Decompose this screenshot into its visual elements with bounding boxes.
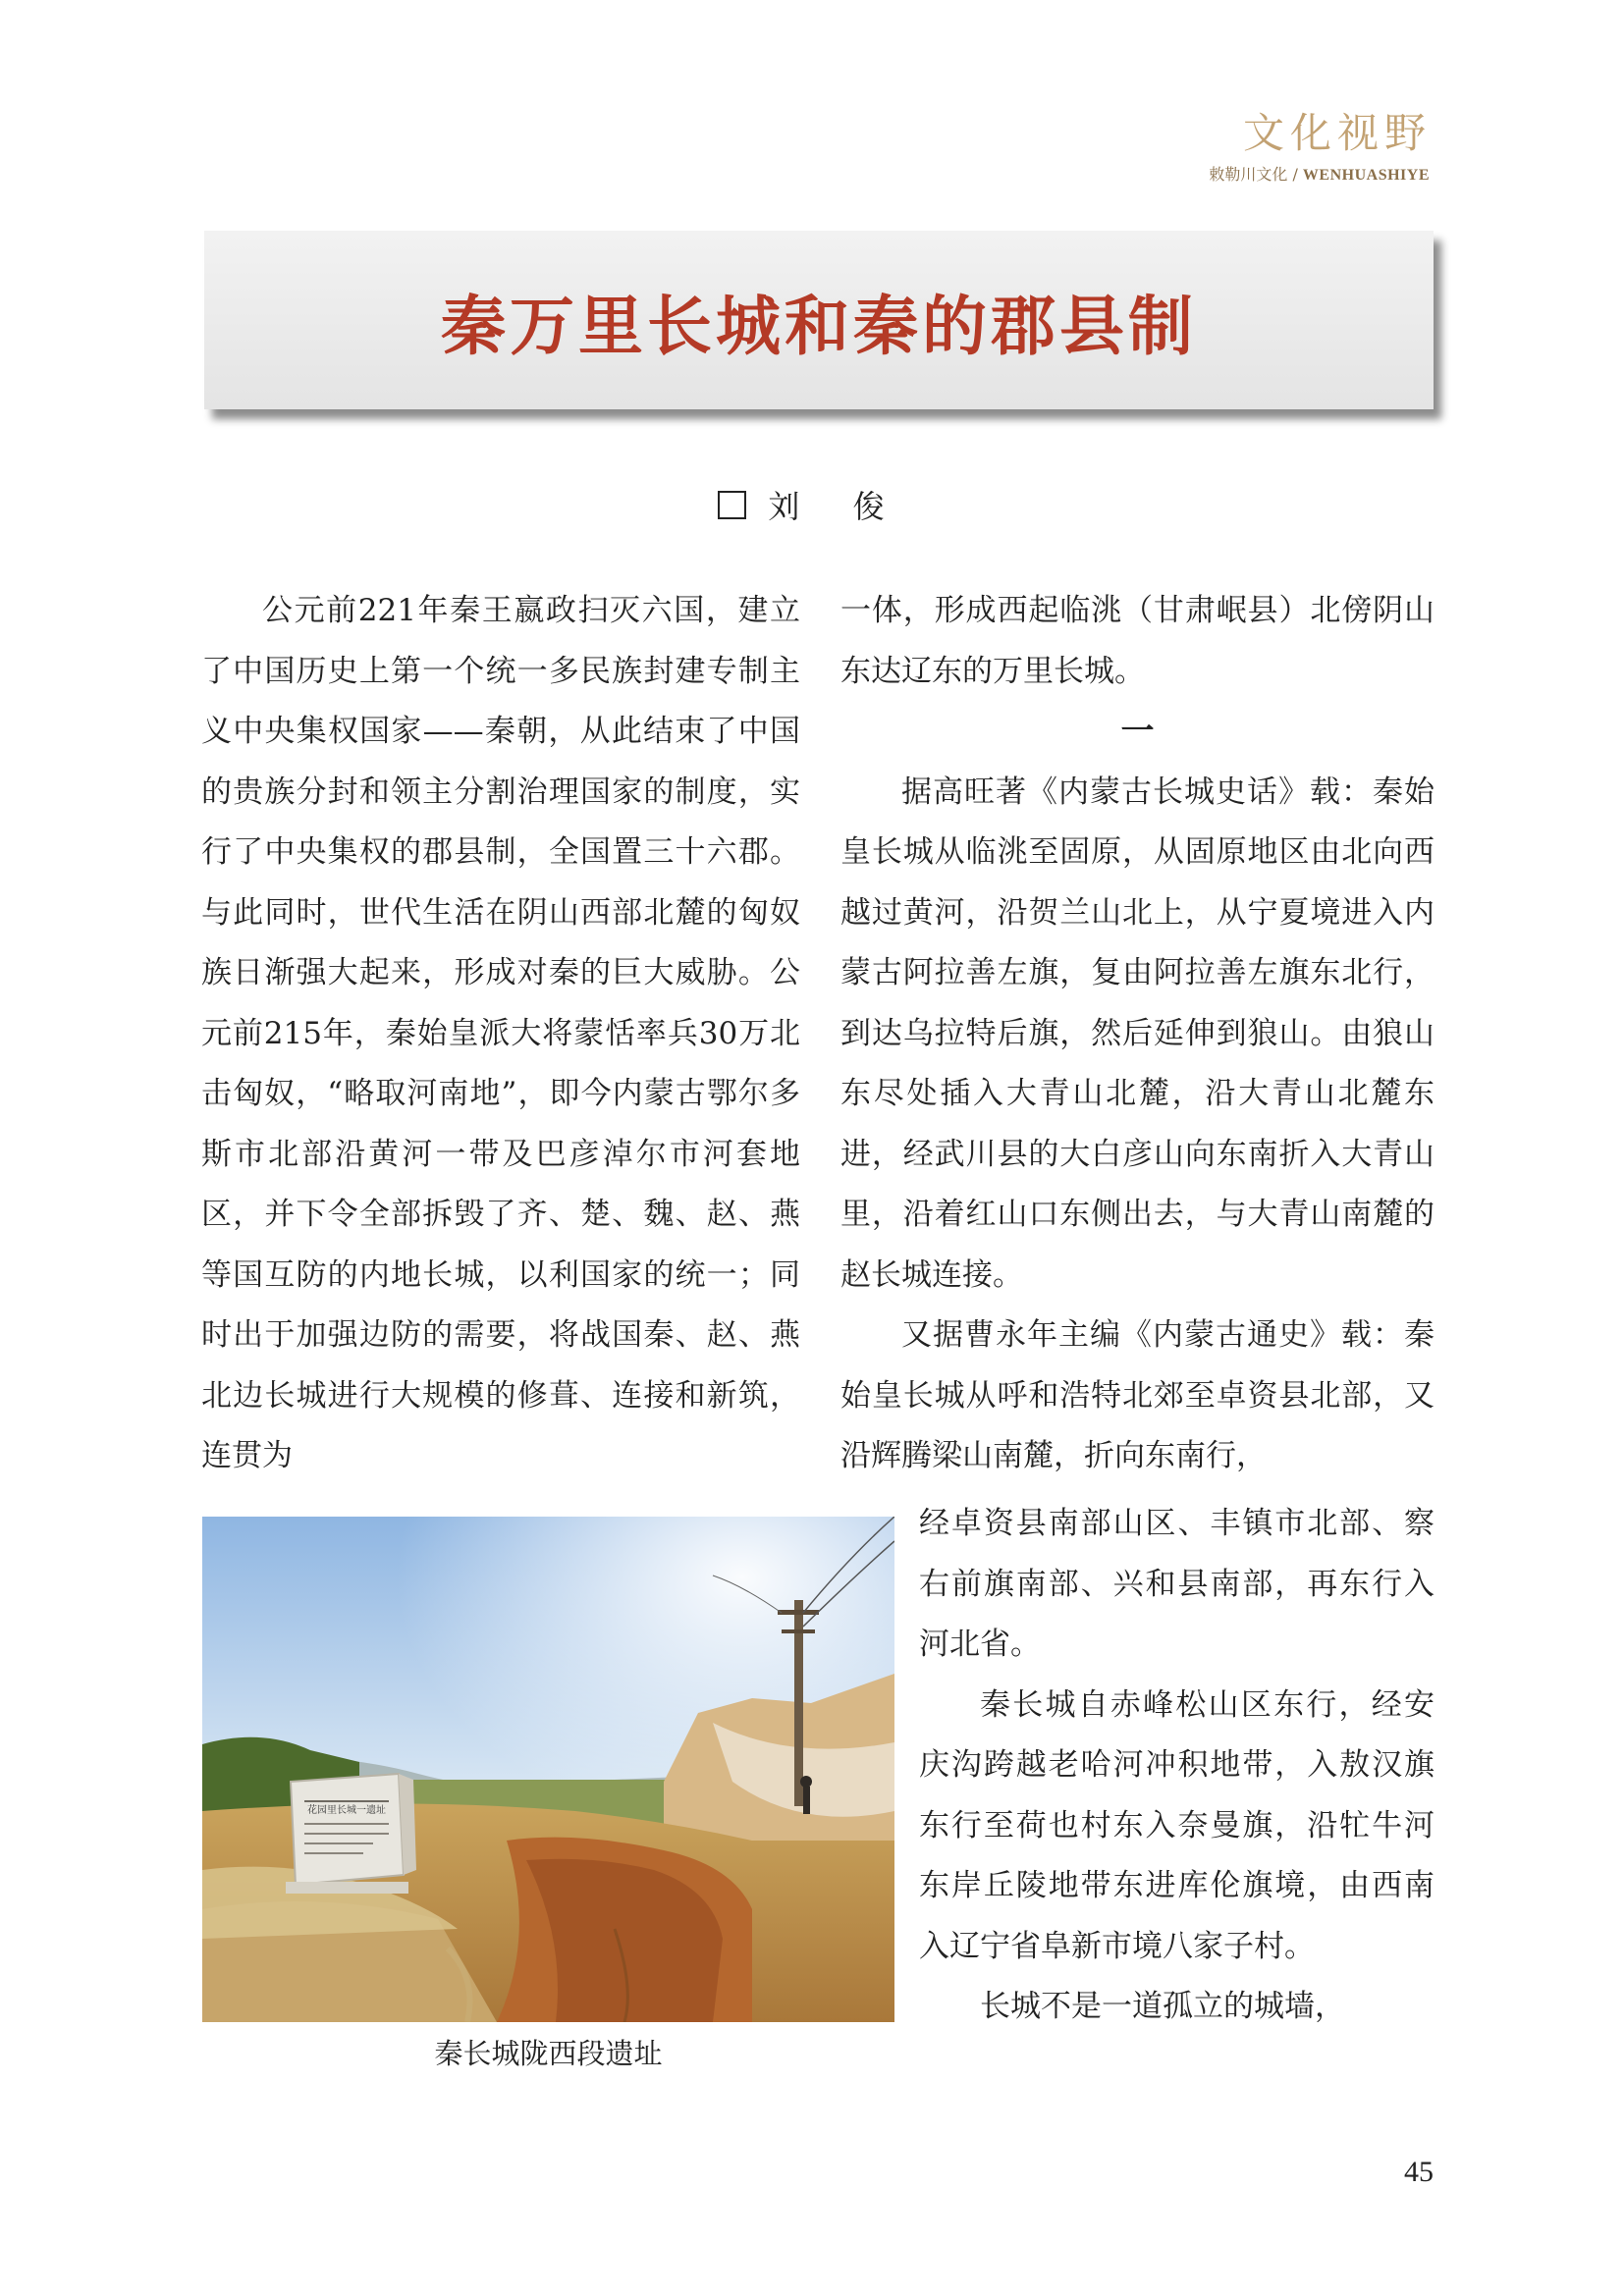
paragraph-wall: 长城不是一道孤立的城墙， xyxy=(980,1989,1345,2024)
article-title: 秦万里长城和秦的郡县制 xyxy=(441,288,1197,364)
paragraph-chifeng: 秦长城自赤峰松山区东行，经安庆沟跨越老哈河冲积地带，入敖汉旗东行至荷也村东入奈曼旗，沿牤牛河东岸丘陵地带东进库伦旗境，由西南入辽宁省阜新市境八家子村。 xyxy=(919,1686,1435,1964)
section-number: 一 xyxy=(1120,712,1155,751)
page-number: 45 xyxy=(1404,2156,1434,2188)
right-column-bottom xyxy=(919,1494,1435,2038)
title-banner xyxy=(204,231,1434,409)
right-column-top xyxy=(840,581,1435,1487)
header-subtitle-latin: WENHUASHIYE xyxy=(1302,167,1430,184)
paragraph-caoyongnian: 又据曹永年主编《内蒙古通史》载：秦始皇长城从呼和浩特北郊至卓资县北部，又沿辉腾梁山南麓，折向东南行， xyxy=(840,1317,1435,1473)
header-subtitle xyxy=(1209,167,1430,184)
paragraph-continuation: 一体，形成西起临洮（甘肃岷县）北傍阴山东达辽东的万里长城。 xyxy=(840,593,1435,689)
sign-text: 花园里长城一遗址 xyxy=(307,1805,386,1816)
header-subtitle-sep: / xyxy=(1287,165,1303,184)
paragraph-gaowang: 据高旺著《内蒙古长城史话》载：秦始皇长城从临洮至固原，从固原地区由北向西越过黄河，沿贺兰山北上，从宁夏境进入内蒙古阿拉善左旗，复由阿拉善左旗东北行，到达乌拉特后旗，然后延伸到狼山。由狼山东尽处插入大青山北麓，沿大青山北麓东进，经武川县的大白彦山向东南折入大青山里，沿着红山口东侧出去，与大青山南麓的赵长城连接。 xyxy=(840,774,1435,1293)
byline-box-icon xyxy=(718,491,746,519)
paragraph-intro: 公元前221年秦王嬴政扫灭六国，建立了中国历史上第一个统一多民族封建专制主义中央集权国家——秦朝，从此结束了中国的贵族分封和领主分割治理国家的制度，实行了中央集权的郡县制，全国置三十六郡。与此同时，世代生活在阴山西部北麓的匈奴族日渐强大起来，形成对秦的巨大威胁。公元前215年，秦始皇派大将蒙恬率兵30万北击匈奴，“略取河南地”，即今内蒙古鄂尔多斯市北部沿黄河一带及巴彦淖尔市河套地区，并下令全部拆毁了齐、楚、魏、赵、燕等国互防的内地长城，以利国家的统一；同时出于加强边防的需要，将战国秦、赵、燕北边长城进行大规模的修葺、连接和新筑，连贯为 xyxy=(201,593,800,1473)
photo-caption: 秦长城陇西段遗址 xyxy=(434,2037,663,2070)
byline xyxy=(0,488,1624,525)
great-wall-photo xyxy=(202,1517,894,2022)
author-name: 刘 俊 xyxy=(768,488,906,525)
paragraph-caoyongnian-continued: 经卓资县南部山区、丰镇市北部、察右前旗南部、兴和县南部，再东行入河北省。 xyxy=(919,1506,1435,1662)
header-section-title: 文化视野 xyxy=(1242,109,1432,157)
left-column xyxy=(201,581,800,1487)
header-subtitle-cn: 敕勒川文化 xyxy=(1209,165,1288,184)
